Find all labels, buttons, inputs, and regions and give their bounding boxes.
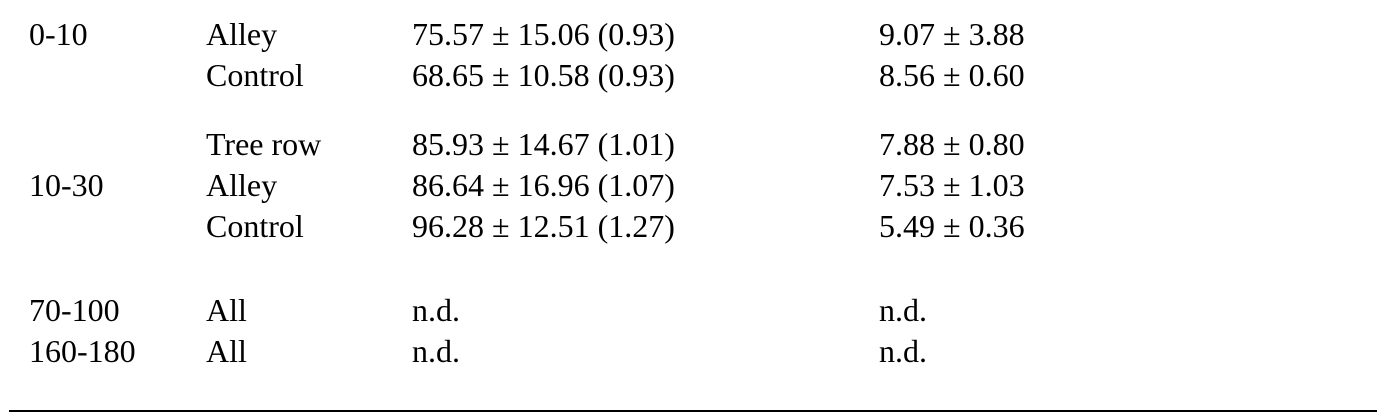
table-row [0, 331, 1377, 372]
value-cell: n.d. [412, 333, 460, 369]
treatment-cell: Control [206, 57, 304, 93]
value-cell: n.d. [412, 292, 460, 328]
table-row [0, 14, 1377, 55]
value-cell: n.d. [879, 333, 927, 369]
table-row [0, 55, 1377, 96]
treatment-cell: All [206, 292, 247, 328]
depth-cell: 160-180 [29, 333, 136, 369]
value-cell: 86.64 ± 16.96 (1.07) [412, 167, 675, 203]
value-cell: 75.57 ± 15.06 (0.93) [412, 16, 675, 52]
table-row [0, 206, 1377, 247]
value-cell: 8.56 ± 0.60 [879, 57, 1025, 93]
table-row [0, 290, 1377, 331]
treatment-cell: All [206, 333, 247, 369]
table-bottom-rule [9, 410, 1377, 412]
table-row [0, 124, 1377, 165]
depth-cell: 10-30 [29, 167, 104, 203]
value-cell: 68.65 ± 10.58 (0.93) [412, 57, 675, 93]
value-cell: 5.49 ± 0.36 [879, 208, 1025, 244]
value-cell: n.d. [879, 292, 927, 328]
treatment-cell: Tree row [206, 126, 322, 162]
treatment-cell: Alley [206, 167, 278, 203]
value-cell: 7.88 ± 0.80 [879, 126, 1025, 162]
treatment-cell: Alley [206, 16, 278, 52]
value-cell: 9.07 ± 3.88 [879, 16, 1025, 52]
depth-cell: 0-10 [29, 16, 88, 52]
value-cell: 96.28 ± 12.51 (1.27) [412, 208, 675, 244]
table-row [0, 165, 1377, 206]
value-cell: 7.53 ± 1.03 [879, 167, 1025, 203]
treatment-cell: Control [206, 208, 304, 244]
depth-cell: 70-100 [29, 292, 120, 328]
value-cell: 85.93 ± 14.67 (1.01) [412, 126, 675, 162]
